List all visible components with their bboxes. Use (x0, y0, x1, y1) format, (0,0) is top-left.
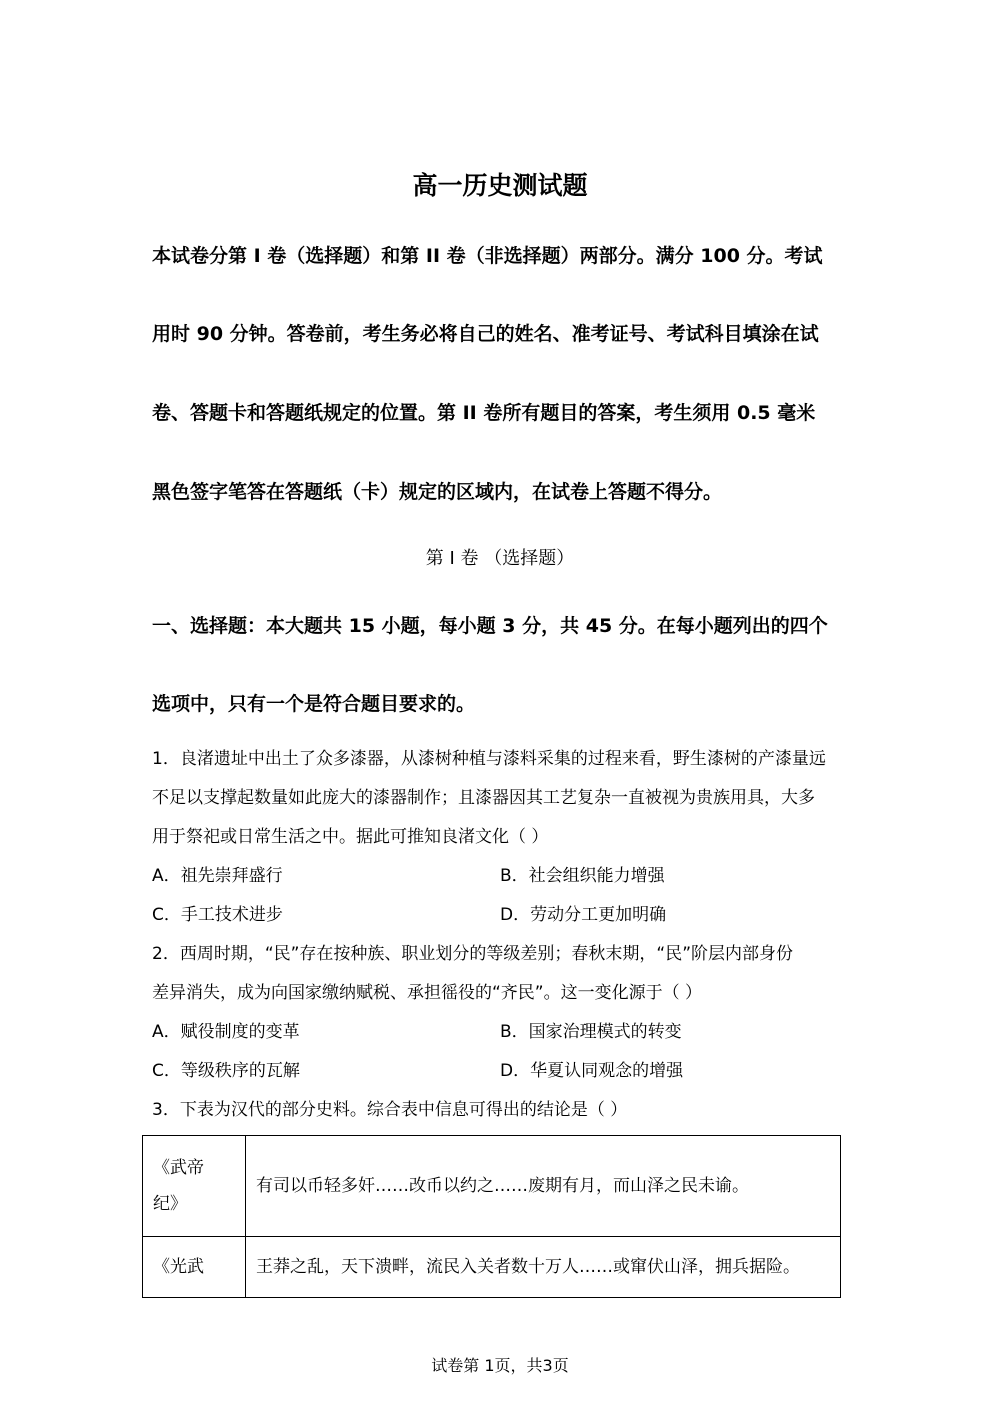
table-source-text: 纪》 (153, 1194, 187, 1214)
page-footer: 试卷第 1页，共3页 (431, 1356, 569, 1375)
intro-line-1: 本试卷分第 I 卷（选择题）和第 II 卷（非选择题）两部分。满分 100 分。考试 (152, 245, 823, 267)
intro-line-2: 用时 90 分钟。答卷前，考生务必将自己的姓名、准考证号、考试科目填涂在试 (152, 323, 819, 345)
question-2-option-d: D．华夏认同观念的增强 (500, 1061, 684, 1081)
question-3-line-1: 3．下表为汉代的部分史料。综合表中信息可得出的结论是（ ） (152, 1100, 628, 1120)
question-1-option-c: C．手工技术进步 (152, 905, 283, 925)
part-heading-line-1: 一、选择题：本大题共 15 小题，每小题 3 分，共 45 分。在每小题列出的四个 (152, 615, 828, 637)
intro-line-3: 卷、答题卡和答题纸规定的位置。第 II 卷所有题目的答案，考生须用 0.5 毫米 (152, 402, 816, 424)
table-text-cell: 有司以币轻多奸……改币以约之……废期有月，而山泽之民未谕。 (246, 1136, 841, 1237)
question-2-line-2: 差异消失，成为向国家缴纳赋税、承担徭役的“齐民”。这一变化源于（ ） (152, 983, 703, 1003)
table-source-text: 《光武 (153, 1257, 204, 1277)
page-title: 高一历史测试题 (412, 171, 588, 200)
section-title: 第 I 卷 （选择题） (425, 548, 575, 569)
table-text-cell: 王莽之乱，天下溃畔，流民入关者数十万人……或窜伏山泽，拥兵据险。 (246, 1237, 841, 1298)
table-row (143, 1136, 841, 1237)
question-2-option-b: B．国家治理模式的转变 (500, 1022, 682, 1042)
question-2-option-a: A．赋役制度的变革 (152, 1022, 300, 1042)
table-source-cell (143, 1136, 246, 1237)
table-source-text: 《武帝 (153, 1158, 204, 1178)
question-1-option-b: B．社会组织能力增强 (500, 866, 665, 886)
intro-line-4: 黑色签字笔答在答题纸（卡）规定的区域内，在试卷上答题不得分。 (152, 481, 723, 503)
question-2-option-c: C．等级秩序的瓦解 (152, 1061, 300, 1081)
question-1-line-3: 用于祭祀或日常生活之中。据此可推知良渚文化（ ） (152, 827, 549, 847)
question-2-line-1: 2．西周时期，“民”存在按种族、职业划分的等级差别；春秋末期，“民”阶层内部身份 (152, 944, 794, 964)
question-1-line-2: 不足以支撑起数量如此庞大的漆器制作；且漆器因其工艺复杂一直被视为贵族用具，大多 (152, 788, 815, 808)
table-row (143, 1237, 841, 1298)
question-1-option-a: A．祖先崇拜盛行 (152, 866, 283, 886)
question-1-option-d: D．劳动分工更加明确 (500, 905, 667, 925)
part-heading-line-2: 选项中，只有一个是符合题目要求的。 (152, 693, 476, 715)
source-table (142, 1135, 841, 1298)
table-source-cell (143, 1237, 246, 1298)
question-1-line-1: 1．良渚遗址中出土了众多漆器，从漆树种植与漆料采集的过程来看，野生漆树的产漆量远 (152, 749, 826, 769)
